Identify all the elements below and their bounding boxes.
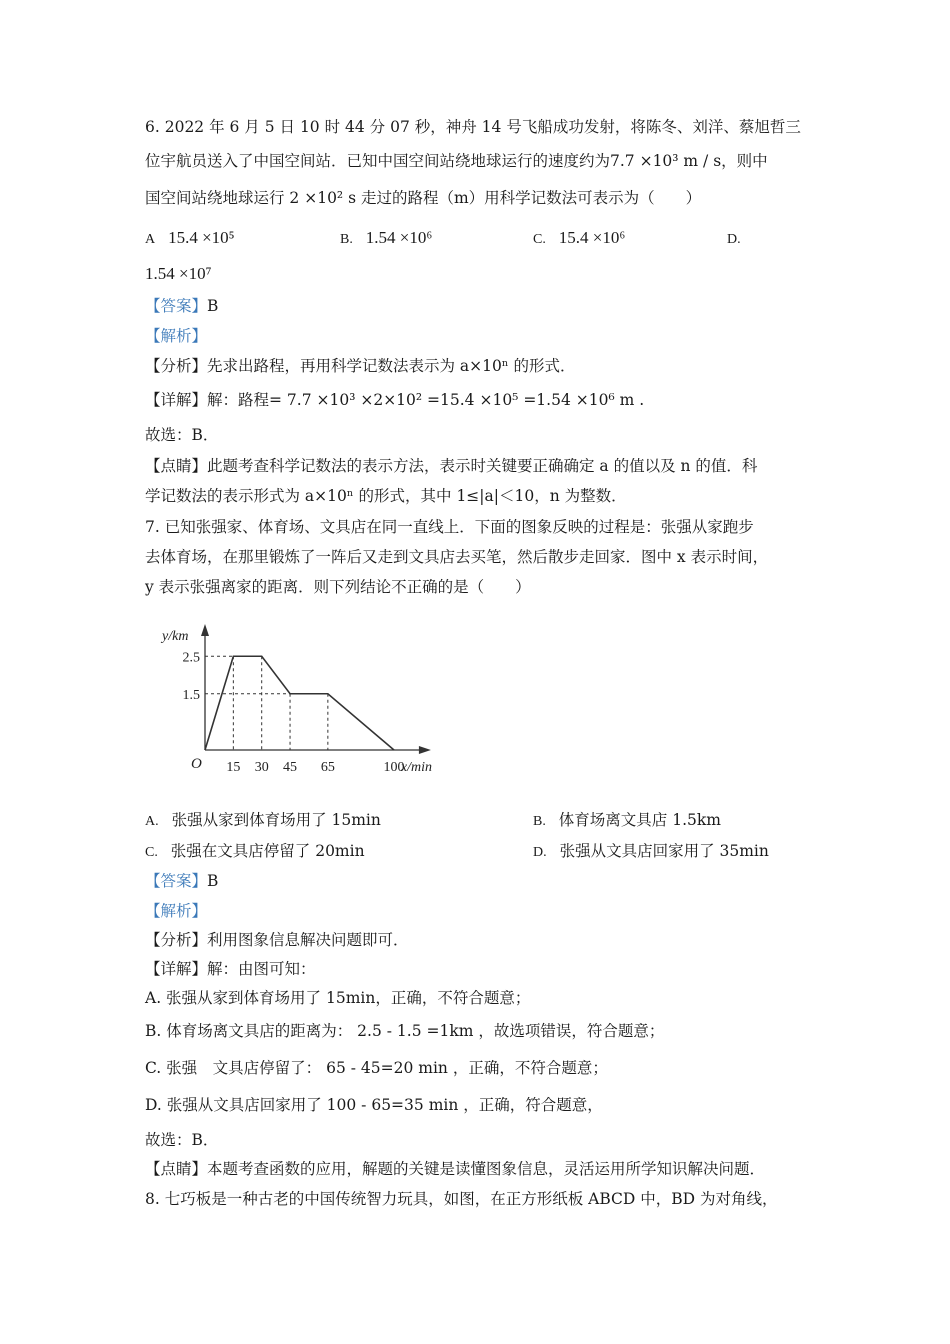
q6-option-c [533,228,625,250]
q6-analysis-tag: 【解析】 [145,327,208,345]
q7-stem-line-1: 7. 已知张强家、体育场、文具店在同一直线上．下面的图象反映的过程是：张强从家跑步 [145,518,754,536]
q6-option-b-value: 1.54 ×10⁶ [365,228,433,247]
x-axis-label: x/min [400,760,433,775]
q6-dianjing-line-2: 学记数法的表示形式为 a×10ⁿ 的形式，其中 1≤|a|＜10，n 为整数． [145,487,627,505]
q7-solution-c: C. 张强 文具店停留了： 65 - 45=20 min ，正确，不符合题意； [145,1059,608,1077]
q6-xiangjie: 【详解】解：路程= 7.7 ×10³ ×2×10² =15.4 ×10⁵ =1.54 ×10⁶ m . [145,391,645,409]
q6-fenxi: 【分析】先求出路程，再用科学记数法表示为 a×10ⁿ 的形式． [145,357,576,375]
q7-answer-tag: 【答案】 [145,872,208,890]
q6-guxuan: 故选：B． [145,426,219,444]
q6-answer-value: B [207,297,219,315]
q7-answer [145,871,218,891]
q7-option-a-text: 张强从家到体育场用了 15min [171,811,381,829]
q6-answer [145,296,218,316]
q8-stem-line-1: 8. 七巧板是一种古老的中国传统智力玩具，如图，在正方形纸板 ABCD 中，BD 为对角线， [145,1190,778,1208]
q7-option-b-text: 体育场离文具店 1.5km [558,811,721,829]
q7-fenxi: 【分析】利用图象信息解决问题即可． [145,931,409,949]
q7-answer-value: B [207,872,219,890]
q7-solution-a: A. 张强从家到体育场用了 15min，正确，不符合题意； [145,989,531,1007]
q7-xiangjie: 【详解】解：由图可知： [145,960,316,978]
q7-solution-d: D. 张强从文具店回家用了 100 - 65=35 min ，正确，符合题意， [145,1096,603,1114]
q7-option-d-label: D. [533,845,547,860]
q6-option-a [145,228,235,250]
q6-option-b [340,228,432,250]
y-tick-label: 1.5 [182,687,200,703]
q7-option-b-label: B. [533,814,546,829]
q6-option-c-value: 15.4 ×10⁶ [558,228,626,247]
x-tick-label: 15 [226,760,241,775]
x-tick-label: 30 [254,760,269,775]
q7-stem-line-2: 去体育场，在那里锻炼了一阵后又走到文具店去买笔，然后散步走回家．图中 x 表示时间， [145,548,769,566]
q6-option-d-label: D. [727,232,741,247]
x-axis-arrow [419,746,431,754]
q7-analysis-tag: 【解析】 [145,902,208,920]
x-tick-label: 100 [383,760,405,775]
q7-dianjing: 【点睛】本题考查函数的应用，解题的关键是读懂图象信息，灵活运用所学知识解决问题． [145,1160,766,1178]
y-axis-arrow [201,624,209,636]
q6-stem-line-3: 国空间站绕地球运行 2 ×10² s 走过的路程（m）用科学记数法可表示为（ ） [145,189,702,207]
q6-stem-line-2: 位宇航员送入了中国空间站．已知中国空间站绕地球运行的速度约为7.7 ×10³ m / s，则中 [145,152,768,170]
y-tick-label: 2.5 [182,650,200,666]
q6-option-a-label: A [145,232,156,247]
origin-label: O [191,756,202,772]
q7-option-c-label: C. [145,845,158,860]
q7-solution-b: B. 体育场离文具店的距离为： 2.5 - 1.5 =1km ，故选项错误，符合题意； [145,1022,665,1040]
q6-answer-tag: 【答案】 [145,297,208,315]
q6-option-b-label: B. [340,232,353,247]
q7-guxuan: 故选：B． [145,1131,219,1149]
x-tick-label: 65 [320,760,335,775]
q7-option-a [145,810,381,832]
q6-option-a-value: 15.4 ×10⁵ [168,228,235,247]
q7-option-d [533,841,769,863]
q7-stem-line-3: y 表示张强离家的距离．则下列结论不正确的是（ ） [145,578,531,596]
q7-option-b [533,810,721,832]
q7-option-a-label: A. [145,814,159,829]
q6-option-c-label: C. [533,232,546,247]
distance-time-graph [160,620,460,780]
q6-option-d [727,228,749,250]
q7-option-d-text: 张强从文具店回家用了 35min [559,842,769,860]
q6-stem-line-1: 6. 2022 年 6 月 5 日 10 时 44 分 07 秒，神舟 14 号飞船成功发射，将陈冬、刘洋、蔡旭哲三 [145,118,801,136]
q7-option-c-text: 张强在文具店停留了 20min [170,842,365,860]
y-axis-label: y/km [162,629,189,644]
x-tick-label: 45 [283,760,298,775]
q7-option-c [145,841,365,863]
q6-dianjing-line-1: 【点睛】此题考查科学记数法的表示方法，表示时关键要正确确定 a 的值以及 n 的值．科 [145,457,758,475]
q6-option-d-value: 1.54 ×10⁷ [145,264,212,283]
